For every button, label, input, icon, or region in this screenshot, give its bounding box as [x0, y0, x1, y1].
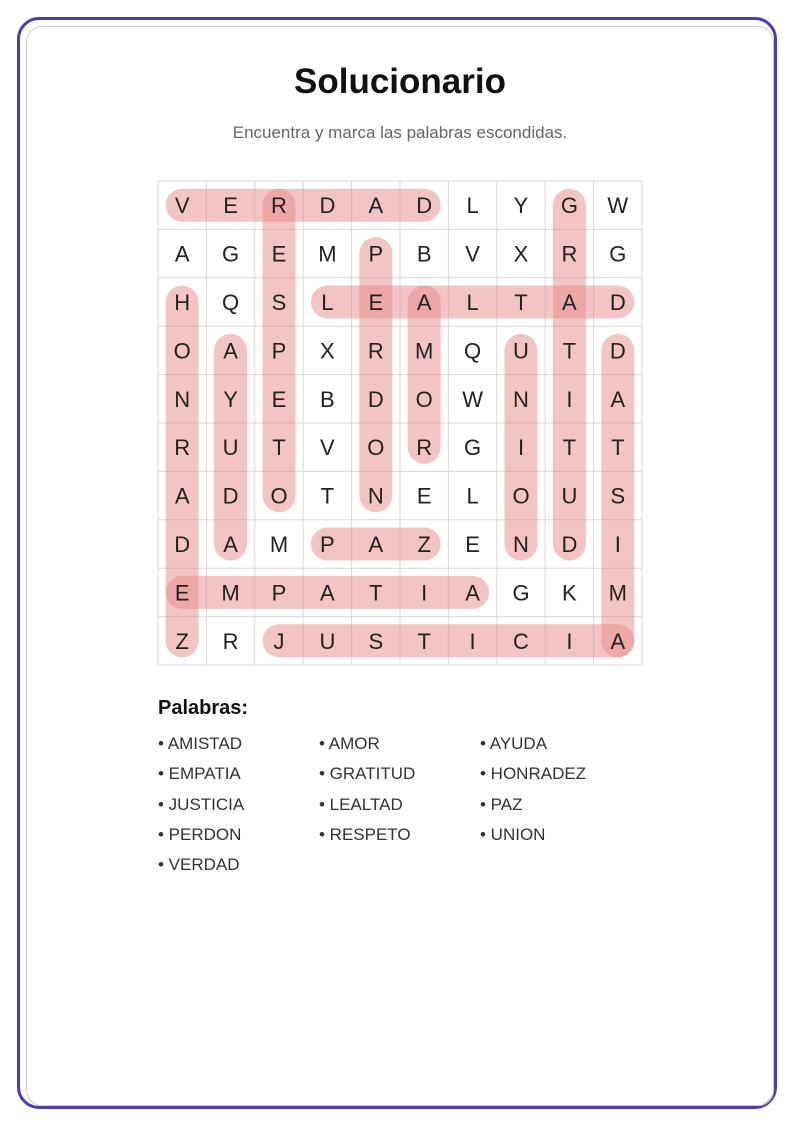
- grid-cell-letter[interactable]: A: [368, 532, 384, 557]
- grid-cell-letter[interactable]: Y: [513, 193, 529, 219]
- grid-cell-letter[interactable]: A: [320, 580, 335, 606]
- grid-cell-letter[interactable]: M: [415, 338, 434, 364]
- grid-cell-letter[interactable]: L: [466, 290, 479, 315]
- grid-cell-letter[interactable]: E: [223, 193, 238, 219]
- grid-cell-letter[interactable]: A: [610, 628, 626, 654]
- grid-cell-letter[interactable]: E: [174, 580, 190, 606]
- grid-cell-letter[interactable]: R: [561, 241, 578, 267]
- grid-cell-letter[interactable]: O: [367, 435, 385, 461]
- grid-cell-letter[interactable]: V: [465, 241, 480, 267]
- word-list-item: • GRATITUD: [319, 764, 416, 784]
- grid-cell-letter[interactable]: M: [221, 580, 240, 606]
- grid-cell-letter[interactable]: U: [561, 483, 578, 509]
- grid-cell-letter[interactable]: N: [174, 386, 191, 412]
- grid-cell-letter[interactable]: O: [173, 338, 191, 364]
- grid-cell-letter[interactable]: D: [416, 193, 433, 219]
- grid-cell-letter[interactable]: B: [320, 386, 335, 412]
- grid-cell-letter[interactable]: T: [369, 580, 383, 606]
- grid-cell-letter[interactable]: A: [174, 241, 190, 267]
- grid-cell-letter[interactable]: H: [174, 290, 191, 315]
- word-list-item: • EMPATIA: [158, 764, 241, 784]
- grid-cell-letter[interactable]: I: [614, 532, 621, 557]
- grid-cell-letter[interactable]: A: [223, 338, 238, 364]
- grid-cell-letter[interactable]: L: [321, 290, 334, 315]
- word-list-item: • AMISTAD: [158, 734, 243, 753]
- grid-cell-letter[interactable]: D: [174, 532, 191, 557]
- grid-cell-letter[interactable]: P: [271, 580, 287, 606]
- grid-cell-letter[interactable]: E: [271, 241, 287, 267]
- grid-cell-letter[interactable]: A: [368, 193, 384, 219]
- grid-cell-letter[interactable]: D: [319, 193, 336, 219]
- grid-cell-letter[interactable]: D: [561, 532, 578, 557]
- grid-cell-letter[interactable]: I: [517, 435, 525, 461]
- grid-cell-letter[interactable]: A: [416, 290, 432, 315]
- grid-cell-letter[interactable]: T: [562, 338, 577, 364]
- grid-cell-letter[interactable]: I: [421, 580, 428, 606]
- page-title: Solucionario: [294, 62, 506, 101]
- grid-cell-letter[interactable]: E: [416, 483, 432, 509]
- grid-cell-letter[interactable]: N: [513, 532, 529, 557]
- grid-cell-letter[interactable]: L: [466, 483, 479, 509]
- grid-cell-letter[interactable]: V: [174, 193, 190, 219]
- page-subtitle: Encuentra y marca las palabras escondidas.: [232, 123, 568, 142]
- grid-cell-letter[interactable]: R: [416, 435, 433, 461]
- grid-cell-letter[interactable]: Z: [175, 628, 189, 654]
- grid-cell-letter[interactable]: X: [320, 338, 335, 364]
- grid-cell-letter[interactable]: U: [513, 338, 529, 364]
- grid-cell-letter[interactable]: P: [368, 241, 384, 267]
- grid-cell-letter[interactable]: Y: [223, 386, 238, 412]
- grid-cell-letter[interactable]: A: [223, 532, 238, 557]
- grid-cell-letter[interactable]: O: [415, 386, 433, 412]
- grid-cell-letter[interactable]: G: [464, 435, 482, 461]
- grid-cell-letter[interactable]: B: [416, 241, 432, 267]
- grid-cell-letter[interactable]: D: [609, 290, 626, 315]
- grid-cell-letter[interactable]: T: [514, 290, 528, 315]
- grid-cell-letter[interactable]: G: [609, 241, 627, 267]
- word-list-item: • JUSTICIA: [158, 794, 245, 814]
- grid-cell-letter[interactable]: T: [611, 435, 625, 461]
- grid-cell-letter[interactable]: N: [513, 386, 529, 412]
- grid-cell-letter[interactable]: D: [609, 338, 626, 364]
- grid-cell-letter[interactable]: A: [465, 580, 480, 606]
- grid-cell-letter[interactable]: S: [271, 290, 287, 315]
- grid-cell-letter[interactable]: L: [466, 193, 479, 219]
- grid-cell-letter[interactable]: P: [320, 532, 335, 557]
- grid-cell-letter[interactable]: J: [273, 628, 285, 654]
- word-list-item: • PAZ: [480, 794, 523, 814]
- grid-cell-letter[interactable]: M: [269, 532, 289, 557]
- word-list-item: • LEALTAD: [319, 794, 403, 814]
- word-list-item: • AYUDA: [480, 734, 548, 753]
- grid-cell-letter[interactable]: T: [417, 628, 431, 654]
- grid-cell-letter[interactable]: A: [174, 483, 190, 509]
- word-list-item: • PERDON: [158, 824, 242, 844]
- grid-cell-letter[interactable]: O: [270, 483, 288, 509]
- grid-cell-letter[interactable]: U: [319, 628, 336, 654]
- grid-cell-letter[interactable]: I: [469, 628, 476, 654]
- grid-cell-letter[interactable]: T: [320, 483, 335, 509]
- grid-cell-letter[interactable]: Q: [464, 338, 482, 364]
- word-list-item: • AMOR: [319, 734, 380, 753]
- grid-cell-letter[interactable]: Z: [417, 532, 431, 557]
- grid-cell-letter[interactable]: M: [318, 241, 337, 267]
- grid-cell-letter[interactable]: S: [368, 628, 384, 654]
- grid-cell-letter[interactable]: C: [513, 628, 529, 654]
- grid-cell-letter[interactable]: T: [272, 435, 286, 461]
- grid-cell-letter[interactable]: A: [610, 386, 626, 412]
- grid-cell-letter[interactable]: E: [271, 386, 287, 412]
- grid-cell-letter[interactable]: K: [562, 580, 577, 606]
- grid-cell-letter[interactable]: W: [462, 386, 483, 412]
- grid-cell-letter[interactable]: W: [607, 193, 629, 219]
- grid-cell-letter[interactable]: R: [174, 435, 191, 461]
- grid-cell-letter[interactable]: M: [608, 580, 627, 606]
- grid-cell-letter[interactable]: R: [367, 338, 384, 364]
- grid-cell-letter[interactable]: I: [566, 628, 573, 654]
- grid-cell-letter[interactable]: D: [222, 483, 239, 509]
- grid-cell-letter[interactable]: G: [560, 193, 578, 219]
- grid-cell-letter[interactable]: R: [222, 628, 239, 654]
- grid-cell-letter[interactable]: E: [368, 290, 384, 315]
- grid-cell-letter[interactable]: R: [271, 193, 287, 219]
- grid-cell-letter[interactable]: A: [562, 290, 577, 315]
- grid-cell-letter[interactable]: S: [610, 483, 626, 509]
- grid-cell-letter[interactable]: V: [320, 435, 335, 461]
- grid-cell-letter[interactable]: G: [512, 580, 530, 606]
- grid-cell-letter[interactable]: G: [222, 241, 240, 267]
- grid-cell-letter[interactable]: U: [222, 435, 239, 461]
- word-list-item: • HONRADEZ: [480, 764, 587, 784]
- word-list-item: • VERDAD: [158, 855, 240, 875]
- grid-cell-letter[interactable]: N: [367, 483, 384, 509]
- grid-cell-letter[interactable]: E: [465, 532, 480, 557]
- grid-cell-letter[interactable]: Q: [222, 290, 240, 315]
- grid-cell-letter[interactable]: T: [562, 435, 577, 461]
- grid-cell-letter[interactable]: I: [566, 386, 573, 412]
- grid-cell-letter[interactable]: O: [512, 483, 530, 509]
- grid-cell-letter[interactable]: X: [513, 241, 529, 267]
- words-heading: Palabras:: [158, 697, 249, 719]
- word-list-item: • UNION: [480, 824, 546, 844]
- grid-cell-letter[interactable]: P: [271, 338, 287, 364]
- grid-cell-letter[interactable]: D: [367, 386, 384, 412]
- word-list-item: • RESPETO: [319, 824, 411, 844]
